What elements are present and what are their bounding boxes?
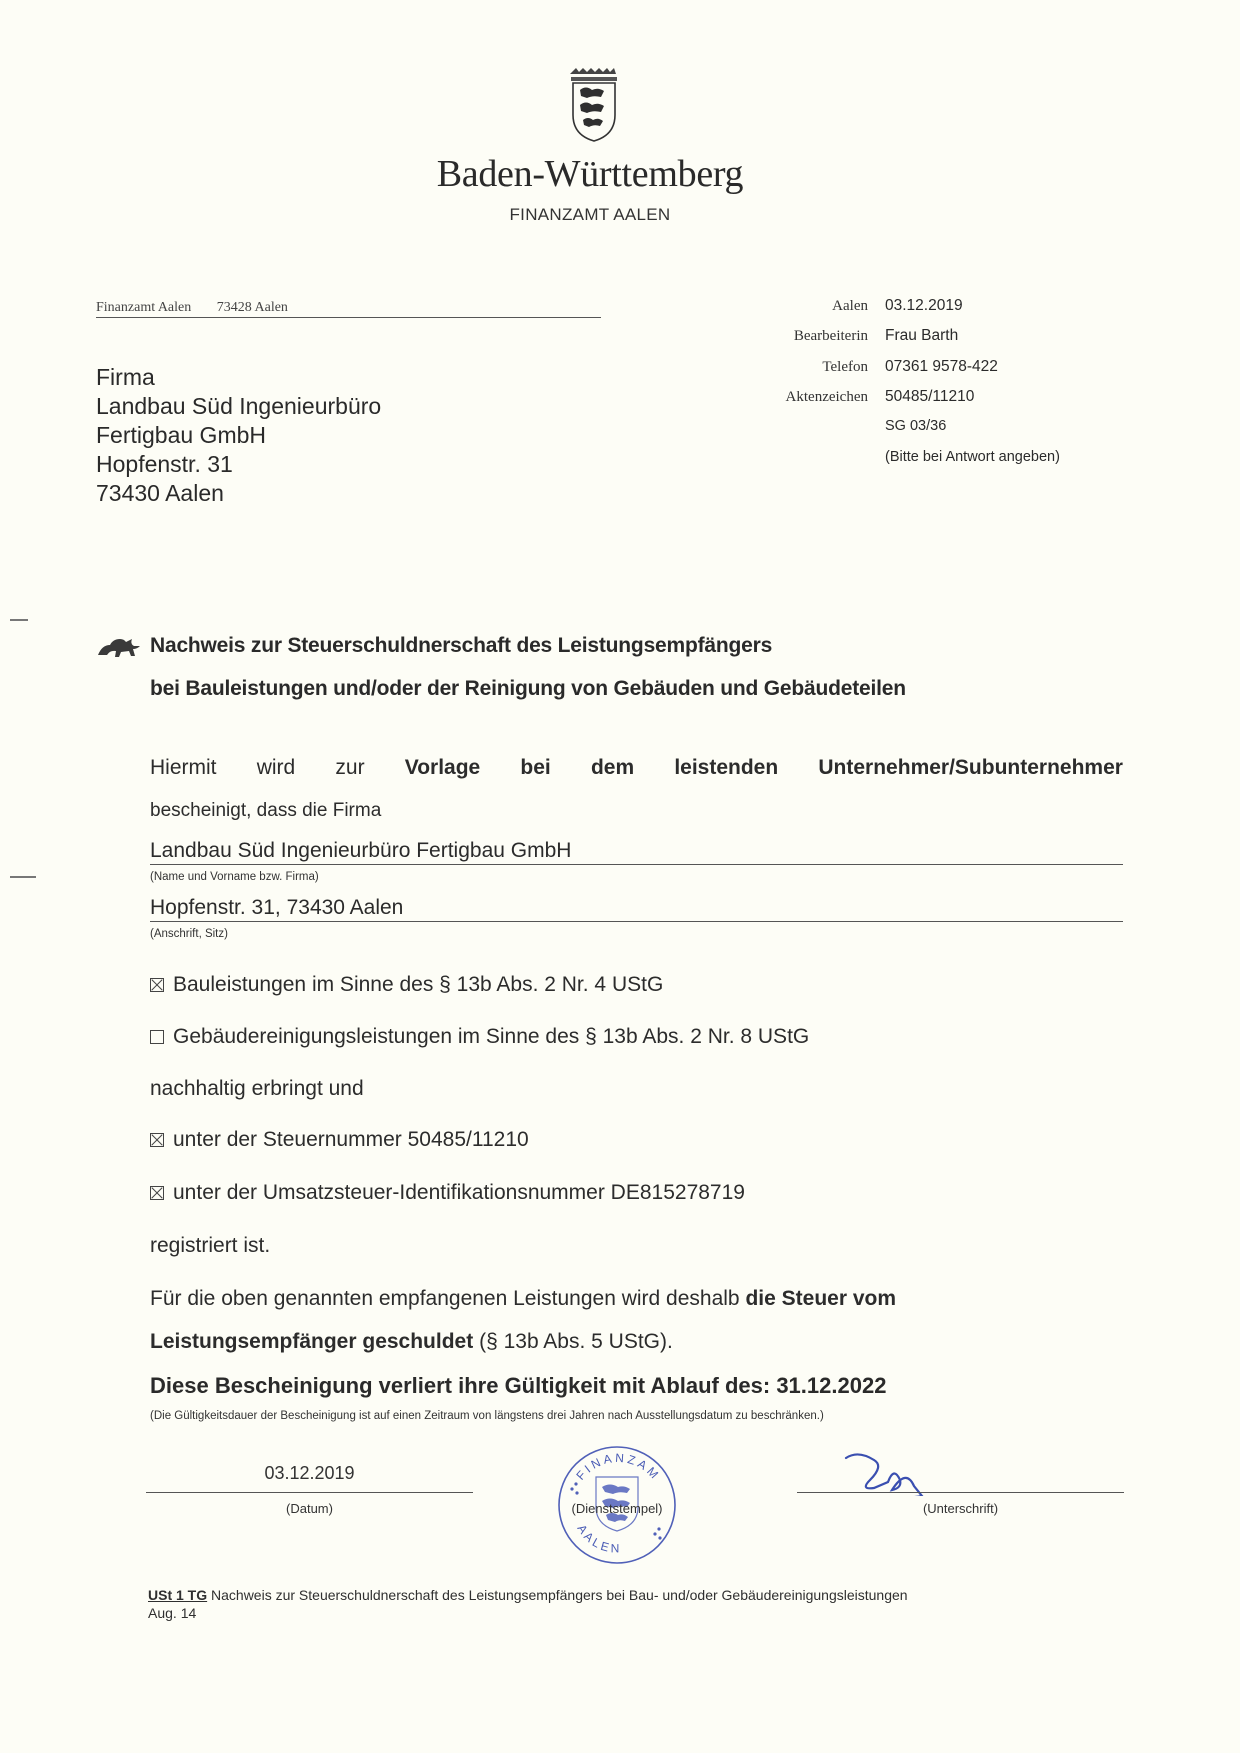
info-value-reference: 50485/11210: [885, 388, 975, 405]
date-line: [146, 1492, 473, 1493]
sender-return-address: [96, 300, 601, 318]
registration-tax-number: unter der Steuernummer 50485/11210: [150, 1128, 529, 1152]
info-label-phone: Telefon: [822, 359, 868, 375]
stamp-caption: (Dienststempel): [571, 1501, 663, 1516]
lion-icon: [96, 637, 142, 659]
checkbox-unchecked-icon: [150, 1030, 164, 1044]
checkbox-checked-icon: [150, 1186, 164, 1200]
recipient-line: Landbau Süd Ingenieurbüro: [96, 393, 382, 419]
info-value-clerk: Frau Barth: [885, 327, 959, 344]
registration-vat-id: unter der Umsatzsteuer-Identifikationsnummer DE815278719: [150, 1181, 745, 1205]
form-version: Aug. 14: [148, 1605, 197, 1621]
office-name: FINANZAMT AALEN: [509, 205, 671, 224]
info-label-clerk: Bearbeiterin: [793, 328, 868, 344]
form-footer-title: Nachweis zur Steuerschuldnerschaft des Leistungsempfängers bei Bau- und/oder Gebäudereinigungsleistungen: [211, 1587, 908, 1603]
recipient-line: Firma: [96, 364, 155, 390]
intro-line-2: bescheinigt, dass die Firma: [150, 800, 382, 821]
service-option-cleaning: Gebäudereinigungsleistungen im Sinne des § 13b Abs. 2 Nr. 8 UStG: [150, 1025, 809, 1049]
form-code: USt 1 TG: [148, 1587, 208, 1603]
svg-text:AALEN: AALEN: [574, 1522, 623, 1556]
form-footer: [148, 1587, 908, 1603]
info-note: (Bitte bei Antwort angeben): [885, 449, 1060, 465]
recipient-line: 73430 Aalen: [96, 480, 224, 506]
checkbox-checked-icon: [150, 978, 164, 992]
date-caption: (Datum): [286, 1501, 333, 1516]
svg-text:FINANZAM: FINANZAM: [573, 1450, 664, 1484]
punch-mark: [10, 619, 28, 621]
recipient-line: Fertigbau GmbH: [96, 422, 267, 448]
info-value-phone: 07361 9578-422: [885, 358, 998, 375]
liability-line-1: Für die oben genannten empfangenen Leistungen wird deshalb die Steuer vom: [150, 1287, 897, 1310]
form-title-line-2: bei Bauleistungen und/oder der Reinigung von Gebäuden und Gebäudeteilen: [150, 677, 906, 700]
info-value-group: SG 03/36: [885, 418, 947, 434]
company-name-field: Landbau Süd Ingenieurbüro Fertigbau GmbH: [150, 839, 1123, 865]
company-address-caption: (Anschrift, Sitz): [150, 928, 228, 940]
company-name-caption: (Name und Vorname bzw. Firma): [150, 871, 319, 883]
registered-text: registriert ist.: [150, 1234, 271, 1257]
checkbox-checked-icon: [150, 1133, 164, 1147]
info-value-date: 03.12.2019: [885, 297, 963, 314]
info-label-place: Aalen: [832, 298, 868, 314]
intro-line-1: Hiermit wird zur Vorlage bei dem leistenden Unternehmer/Subunternehmer: [150, 756, 1123, 779]
form-title-line-1: Nachweis zur Steuerschuldnerschaft des Leistungsempfängers: [150, 634, 773, 657]
service-option-construction: Bauleistungen im Sinne des § 13b Abs. 2 Nr. 4 UStG: [150, 973, 663, 997]
info-label-reference: Aktenzeichen: [785, 389, 868, 405]
expiry-note: (Die Gültigkeitsdauer der Bescheinigung ist auf einen Zeitraum von längstens drei Jahren nach Ausstellungsdatum zu beschränken.): [150, 1410, 824, 1422]
fold-mark: [10, 876, 36, 878]
recipient-line: Hopfenstr. 31: [96, 451, 233, 477]
expiry-statement: Diese Bescheinigung verliert ihre Gültigkeit mit Ablauf des: 31.12.2022: [150, 1373, 887, 1398]
state-title: Baden-Württemberg: [436, 153, 744, 195]
sender-office: Finanzamt Aalen: [96, 300, 192, 315]
liability-line-2: Leistungsempfänger geschuldet (§ 13b Abs. 5 UStG).: [150, 1330, 673, 1353]
signature-line: [797, 1492, 1124, 1493]
handwritten-signature: [840, 1452, 960, 1496]
sender-postal: 73428 Aalen: [216, 300, 288, 315]
sustained-text: nachhaltig erbringt und: [150, 1077, 364, 1100]
signature-caption: (Unterschrift): [922, 1501, 999, 1516]
issue-date: 03.12.2019: [264, 1463, 355, 1483]
company-address-field: Hopfenstr. 31, 73430 Aalen: [150, 896, 1123, 922]
coat-of-arms-icon: [566, 68, 622, 142]
